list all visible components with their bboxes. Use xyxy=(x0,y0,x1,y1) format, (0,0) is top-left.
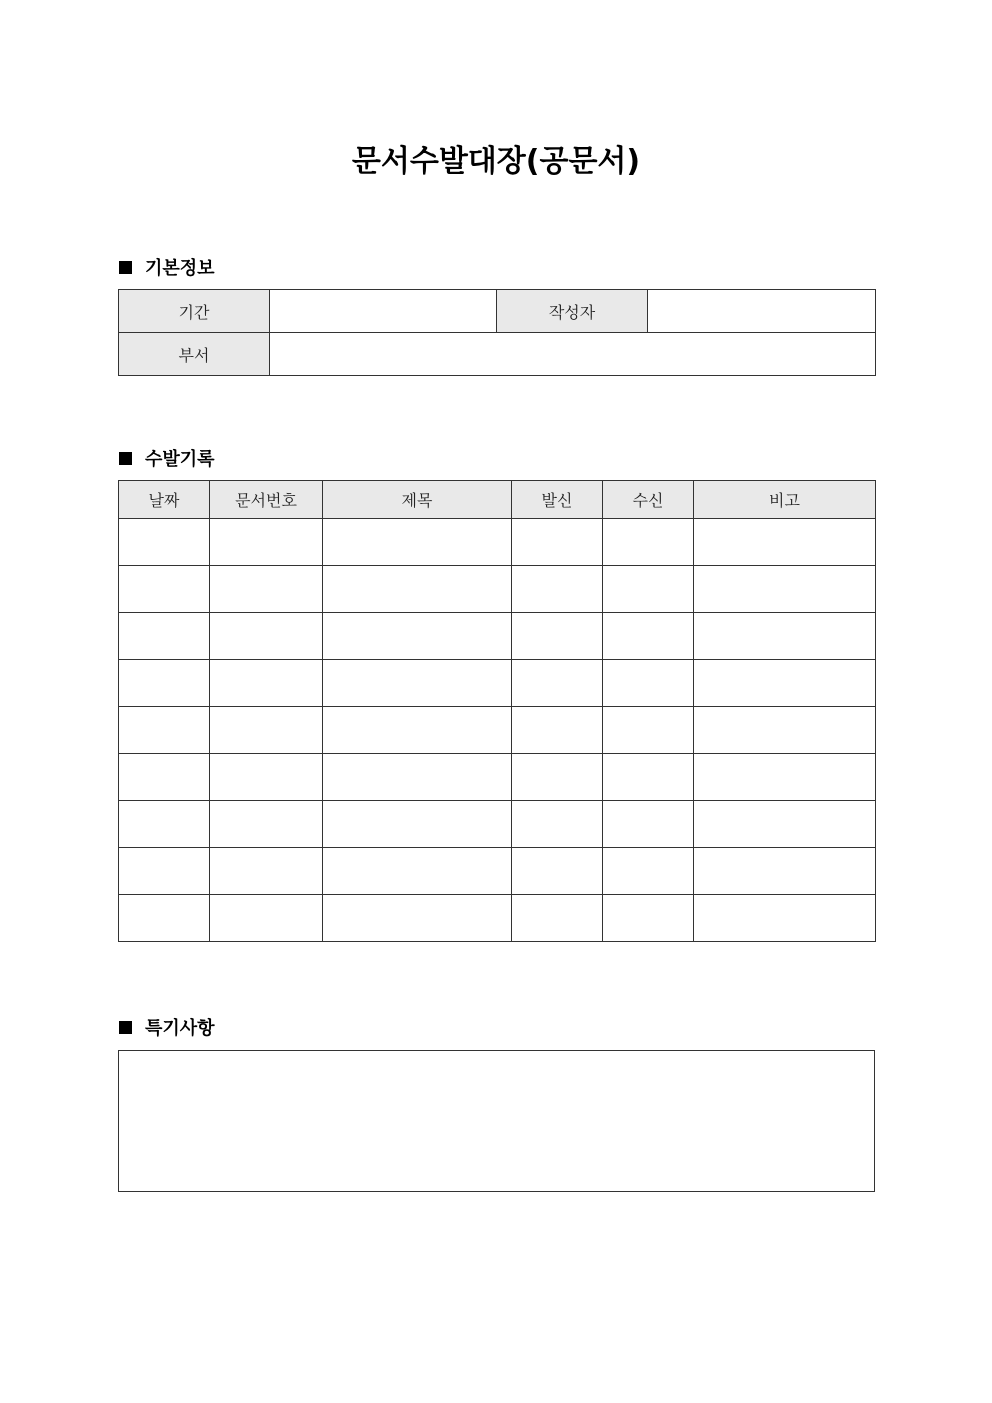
department-field[interactable] xyxy=(270,333,876,376)
table-row xyxy=(119,707,876,754)
remarks-cell[interactable] xyxy=(694,754,876,801)
sender-cell[interactable] xyxy=(512,848,603,895)
subject-cell[interactable] xyxy=(323,707,512,754)
date-cell[interactable] xyxy=(119,895,210,942)
column-header-subject: 제목 xyxy=(323,481,512,519)
doc-number-cell[interactable] xyxy=(210,660,323,707)
square-bullet-icon xyxy=(119,261,132,274)
basic-info-table xyxy=(118,289,876,376)
square-bullet-icon xyxy=(119,1021,132,1034)
recipient-cell[interactable] xyxy=(603,566,694,613)
date-cell[interactable] xyxy=(119,519,210,566)
sender-cell[interactable] xyxy=(512,613,603,660)
doc-number-cell[interactable] xyxy=(210,519,323,566)
section-heading-log xyxy=(119,445,215,471)
remarks-cell[interactable] xyxy=(694,801,876,848)
doc-number-cell[interactable] xyxy=(210,754,323,801)
log-table xyxy=(118,480,876,942)
table-row xyxy=(119,613,876,660)
section-heading-basic xyxy=(119,254,215,280)
column-header-doc-number: 문서번호 xyxy=(210,481,323,519)
remarks-cell[interactable] xyxy=(694,519,876,566)
author-field[interactable] xyxy=(648,290,876,333)
column-header-date: 날짜 xyxy=(119,481,210,519)
date-cell[interactable] xyxy=(119,848,210,895)
sender-cell[interactable] xyxy=(512,801,603,848)
subject-cell[interactable] xyxy=(323,519,512,566)
table-row xyxy=(119,895,876,942)
subject-cell[interactable] xyxy=(323,754,512,801)
doc-number-cell[interactable] xyxy=(210,801,323,848)
table-row xyxy=(119,754,876,801)
doc-number-cell[interactable] xyxy=(210,613,323,660)
recipient-cell[interactable] xyxy=(603,895,694,942)
author-label: 작성자 xyxy=(497,290,648,333)
doc-number-cell[interactable] xyxy=(210,848,323,895)
sender-cell[interactable] xyxy=(512,707,603,754)
remarks-cell[interactable] xyxy=(694,848,876,895)
date-cell[interactable] xyxy=(119,613,210,660)
recipient-cell[interactable] xyxy=(603,848,694,895)
notes-box[interactable] xyxy=(118,1050,875,1192)
table-row xyxy=(119,519,876,566)
section-heading-label: 특기사항 xyxy=(145,1018,215,1039)
remarks-cell[interactable] xyxy=(694,613,876,660)
period-field[interactable] xyxy=(270,290,497,333)
column-header-remarks: 비고 xyxy=(694,481,876,519)
table-row xyxy=(119,566,876,613)
subject-cell[interactable] xyxy=(323,895,512,942)
column-header-sender: 발신 xyxy=(512,481,603,519)
section-heading-label: 수발기록 xyxy=(145,449,215,470)
remarks-cell[interactable] xyxy=(694,707,876,754)
doc-number-cell[interactable] xyxy=(210,566,323,613)
remarks-cell[interactable] xyxy=(694,660,876,707)
square-bullet-icon xyxy=(119,452,132,465)
table-row xyxy=(119,333,876,376)
sender-cell[interactable] xyxy=(512,754,603,801)
remarks-cell[interactable] xyxy=(694,566,876,613)
table-row xyxy=(119,801,876,848)
date-cell[interactable] xyxy=(119,754,210,801)
sender-cell[interactable] xyxy=(512,519,603,566)
date-cell[interactable] xyxy=(119,660,210,707)
recipient-cell[interactable] xyxy=(603,801,694,848)
date-cell[interactable] xyxy=(119,566,210,613)
sender-cell[interactable] xyxy=(512,660,603,707)
doc-number-cell[interactable] xyxy=(210,707,323,754)
table-row xyxy=(119,848,876,895)
remarks-cell[interactable] xyxy=(694,895,876,942)
date-cell[interactable] xyxy=(119,801,210,848)
subject-cell[interactable] xyxy=(323,848,512,895)
table-row xyxy=(119,660,876,707)
subject-cell[interactable] xyxy=(323,566,512,613)
subject-cell[interactable] xyxy=(323,801,512,848)
doc-number-cell[interactable] xyxy=(210,895,323,942)
recipient-cell[interactable] xyxy=(603,613,694,660)
date-cell[interactable] xyxy=(119,707,210,754)
sender-cell[interactable] xyxy=(512,566,603,613)
subject-cell[interactable] xyxy=(323,660,512,707)
subject-cell[interactable] xyxy=(323,613,512,660)
table-row xyxy=(119,290,876,333)
page-title: 문서수발대장(공문서) xyxy=(351,144,641,179)
recipient-cell[interactable] xyxy=(603,754,694,801)
department-label: 부서 xyxy=(119,333,270,376)
table-header-row xyxy=(119,481,876,519)
section-heading-label: 기본정보 xyxy=(145,258,215,279)
recipient-cell[interactable] xyxy=(603,660,694,707)
column-header-recipient: 수신 xyxy=(603,481,694,519)
recipient-cell[interactable] xyxy=(603,519,694,566)
section-heading-notes xyxy=(119,1014,215,1040)
recipient-cell[interactable] xyxy=(603,707,694,754)
sender-cell[interactable] xyxy=(512,895,603,942)
period-label: 기간 xyxy=(119,290,270,333)
